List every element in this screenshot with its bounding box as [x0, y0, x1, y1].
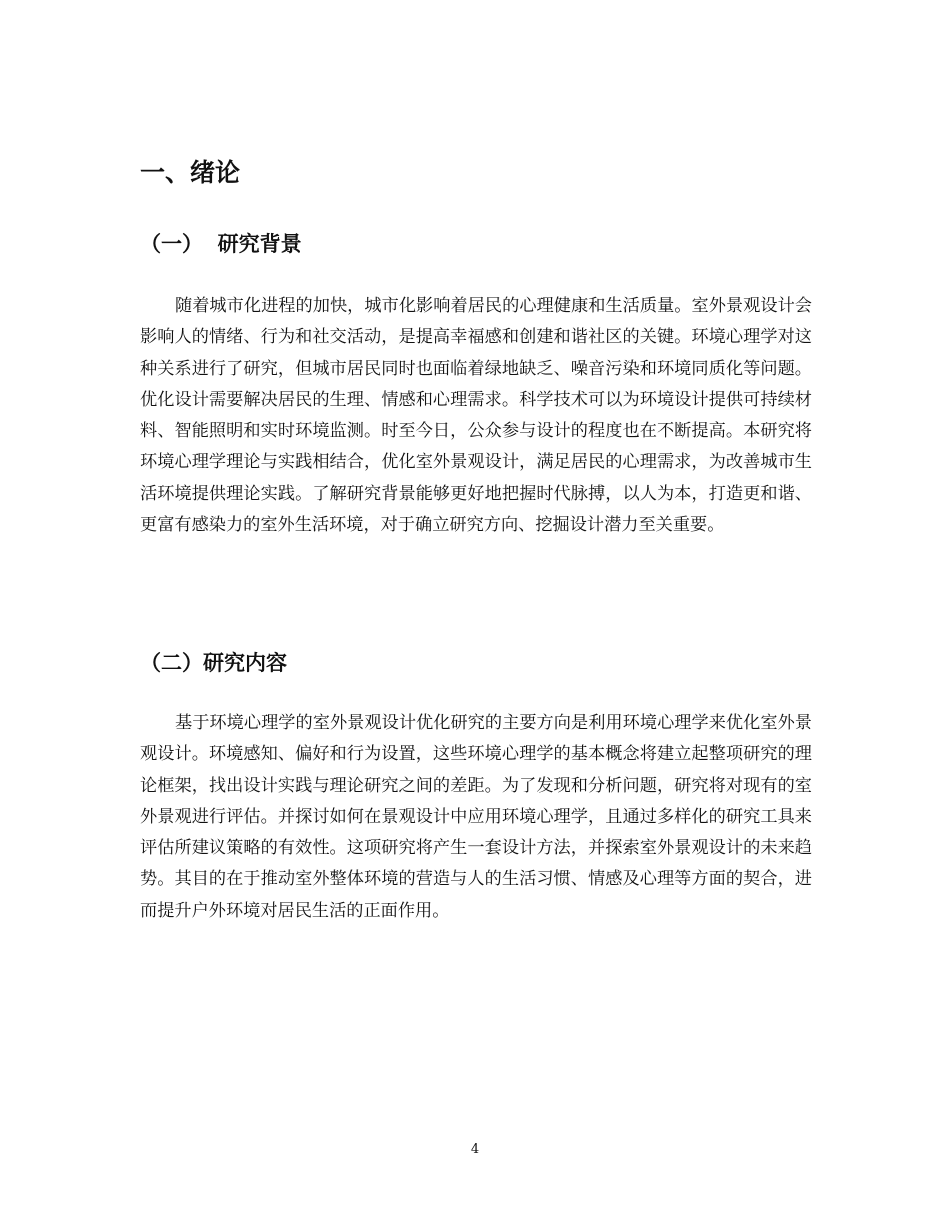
section-heading-research-background: （一） 研究背景 [140, 232, 302, 256]
paragraph-research-content: 基于环境心理学的室外景观设计优化研究的主要方向是利用环境心理学来优化室外景观设计。环境感知、偏好和行为设置，这些环境心理学的基本概念将建立起整项研究的理论框架，找出设计实践与理论研究之间的差距。为了发现和分析问题，研究将对现有的室外景观进行评估。并探讨如何在景观设计中应用环境心理学，且通过多样化的研究工具来评估所建议策略的有效性。这项研究将产生一套设计方法，并探索室外景观设计的未来趋势。其目的在于推动室外整体环境的营造与人的生活习惯、情感及心理等方面的契合，进而提升户外环境对居民生活的正面作用。 [140, 713, 812, 921]
section-heading-research-content: （二）研究内容 [140, 651, 287, 675]
chapter-title: 一、绪论 [140, 158, 241, 187]
page-number: 4 [470, 1142, 480, 1157]
paragraph-research-background: 随着城市化进程的加快，城市化影响着居民的心理健康和生活质量。室外景观设计会影响人的情绪、行为和社交活动，是提高幸福感和创建和谐社区的关键。环境心理学对这种关系进行了研究，但城市居民同时也面临着绿地缺乏、噪音污染和环境同质化等问题。优化设计需要解决居民的生理、情感和心理需求。科学技术可以为环境设计提供可持续材料、智能照明和实时环境监测。时至今日，公众参与设计的程度也在不断提高。本研究将环境心理学理论与实践相结合，优化室外景观设计，满足居民的心理需求，为改善城市生活环境提供理论实践。了解研究背景能够更好地把握时代脉搏，以人为本，打造更和谐、更富有感染力的室外生活环境，对于确立研究方向、挖掘设计潜力至关重要。 [140, 296, 812, 536]
